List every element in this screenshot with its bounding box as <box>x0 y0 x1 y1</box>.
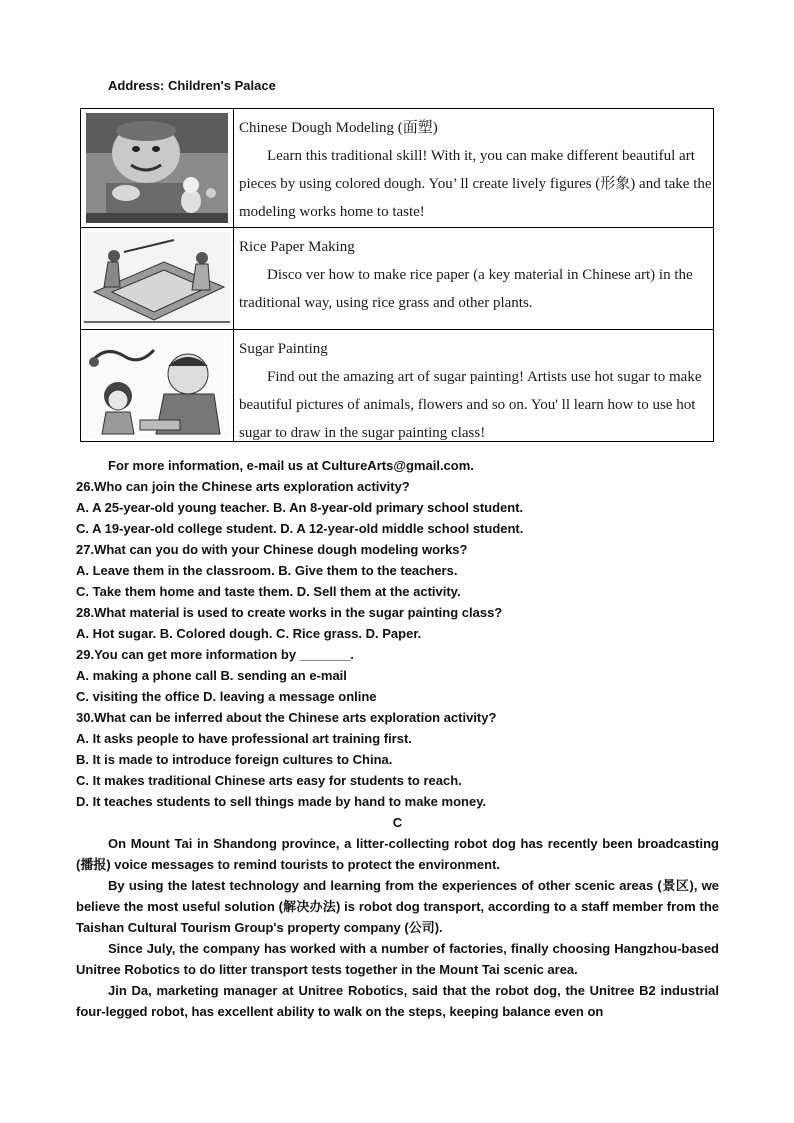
rice-paper-making-drawing-icon <box>81 228 234 329</box>
question-option: A. It asks people to have professional art training first. <box>76 731 412 746</box>
question-stem: 28.What material is used to create works in the sugar painting class? <box>76 605 503 620</box>
passage-paragraph: On Mount Tai in Shandong province, a litter-collecting robot dog has recently been broadcasting (播报) voice messages to remind tourists to protect the environment. <box>76 836 719 872</box>
dough-modeling-photo-icon <box>81 109 234 227</box>
activity-row <box>81 109 713 228</box>
question-option: A. A 25-year-old young teacher. B. An 8-year-old primary school student. <box>76 500 524 515</box>
activity-row <box>81 330 713 441</box>
activity-title: Chinese Dough Modeling (面塑) <box>239 120 438 136</box>
question-option: C. A 19-year-old college student. D. A 12-year-old middle school student. <box>76 521 524 536</box>
question-option: C. Take them home and taste them. D. Sell them at the activity. <box>76 584 461 599</box>
address-line: Address: Children's Palace <box>108 78 276 93</box>
question-option: C. It makes traditional Chinese arts easy for students to reach. <box>76 773 462 788</box>
activity-description: Learn this traditional skill! With it, you can make different beautiful art pieces by using colored dough. You’ ll create lively figures (形象) and take the modeling works home to taste! <box>239 148 712 220</box>
passage-paragraph: Jin Da, marketing manager at Unitree Robotics, said that the robot dog, the Unitree B2 industrial four-legged robot, has excellent ability to walk on the steps, keeping balance even on <box>76 983 719 1019</box>
activity-row <box>81 228 713 330</box>
activity-description: Disco ver how to make rice paper (a key material in Chinese art) in the traditional way, using rice grass and other plants. <box>239 267 693 311</box>
section-label: C <box>392 815 403 830</box>
question-stem: 29.You can get more information by _______. <box>76 647 354 662</box>
activity-title: Sugar Painting <box>239 341 328 357</box>
activity-text <box>234 330 713 441</box>
question-option: A. making a phone call B. sending an e-mail <box>76 668 347 683</box>
question-option: D. It teaches students to sell things made by hand to make money. <box>76 794 487 809</box>
question-option: A. Leave them in the classroom. B. Give them to the teachers. <box>76 563 458 578</box>
sugar-painting-drawing-icon <box>81 330 234 441</box>
questions-block <box>76 455 719 1022</box>
question-option: A. Hot sugar. B. Colored dough. C. Rice grass. D. Paper. <box>76 626 422 641</box>
contact-line: For more information, e-mail us at CultureArts@gmail.com. <box>108 458 474 473</box>
question-stem: 26.Who can join the Chinese arts exploration activity? <box>76 479 410 494</box>
activity-title: Rice Paper Making <box>239 239 355 255</box>
activity-description: Find out the amazing art of sugar painting! Artists use hot sugar to make beautiful pictures of animals, flowers and so on. You' ll learn how to use hot sugar to draw in the sugar painting class! <box>239 369 702 441</box>
question-stem: 30.What can be inferred about the Chinese arts exploration activity? <box>76 710 497 725</box>
passage-paragraph: Since July, the company has worked with a number of factories, finally choosing Hangzhou-based Unitree Robotics to do litter transport tests together in the Mount Tai scenic area. <box>76 941 719 977</box>
activity-text <box>234 109 713 227</box>
question-option: B. It is made to introduce foreign cultures to China. <box>76 752 393 767</box>
activity-table <box>80 108 714 442</box>
activity-text <box>234 228 713 329</box>
question-option: C. visiting the office D. leaving a message online <box>76 689 377 704</box>
question-stem: 27.What can you do with your Chinese dough modeling works? <box>76 542 468 557</box>
passage-paragraph: By using the latest technology and learning from the experiences of other scenic areas (景区), we believe the most useful solution (解决办法) is robot dog transport, according to a staff member from the Taishan Cultural Tourism Group's property company (公司). <box>76 878 719 935</box>
